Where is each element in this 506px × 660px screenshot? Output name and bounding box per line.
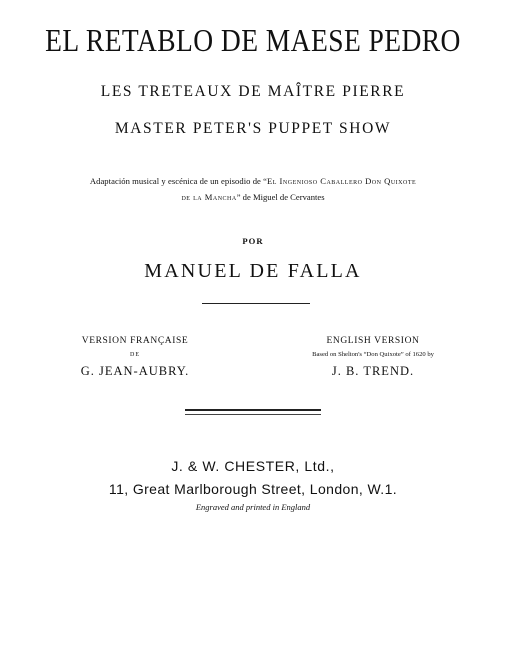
french-title: LES TRETEAUX DE MAÎTRE PIERRE	[100, 83, 406, 100]
publisher-name: J. & W. CHESTER, Ltd.,	[171, 458, 335, 474]
composer-name: MANUEL DE FALLA	[144, 260, 362, 282]
por-label: POR	[242, 236, 264, 246]
printed-note: Engraved and printed in England	[195, 502, 311, 512]
french-translator: G. JEAN-AUBRY.	[80, 364, 190, 378]
main-title: EL RETABLO DE MAESE PEDRO	[45, 22, 461, 58]
novel-title-part-2: de la Mancha	[181, 192, 237, 202]
french-version-heading: VERSION FRANÇAISE	[81, 336, 189, 346]
double-rule-top	[185, 409, 321, 411]
english-version-basis: Based on Shelton's “Don Quixote” of 1620 by	[312, 351, 434, 358]
double-rule-bottom	[185, 414, 321, 415]
english-translator: J. B. TREND.	[331, 364, 415, 378]
author-credit: ” de Miguel de Cervantes	[236, 192, 325, 202]
adaptation-line-2	[0, 192, 506, 202]
divider-rule	[202, 303, 310, 304]
adaptation-line-1	[0, 176, 506, 186]
english-version-heading: ENGLISH VERSION	[326, 336, 420, 346]
publisher-address: 11, Great Marlborough Street, London, W.1.	[108, 481, 398, 497]
novel-title-part-1: El Ingenioso Caballero Don Quixote	[266, 176, 417, 186]
adaptation-text: Adaptación musical y escénica de un episodio de “	[89, 176, 267, 186]
french-version-de: DE	[130, 352, 140, 358]
english-title: MASTER PETER'S PUPPET SHOW	[114, 120, 392, 137]
